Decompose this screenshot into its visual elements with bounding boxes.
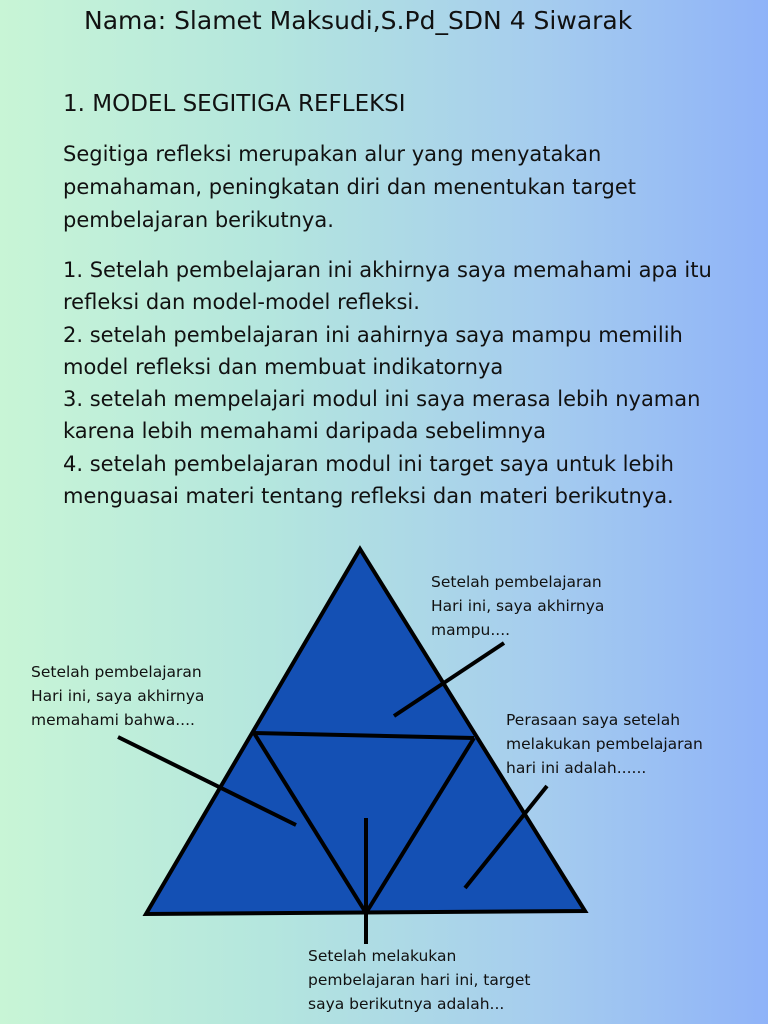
label-bottom — [308, 944, 530, 1016]
label-right — [506, 708, 703, 780]
label-bottom-line-1: Setelah melakukan — [308, 947, 457, 965]
intro-paragraph: Segitiga refleksi merupakan alur yang menyatakan pemahaman, peningkatan diri dan menentukan target pembelajaran berikutnya. — [63, 142, 636, 232]
reflection-point-3: 3. setelah mempelajari modul ini saya merasa lebih nyaman karena lebih memahami daripada sebelimnya — [63, 387, 701, 444]
reflection-point-2: 2. setelah pembelajaran ini aahirnya saya mampu memilih model refleksi dan membuat indikatornya — [63, 322, 683, 379]
reflection-point-1: 1. Setelah pembelajaran ini akhirnya saya memahami apa itu refleksi dan model-model refleksi. — [63, 258, 712, 315]
section-title: 1. MODEL SEGITIGA REFLEKSI — [63, 91, 406, 117]
label-top-line-2: Hari ini, saya akhirnya — [431, 597, 605, 615]
label-left-line-3: memahami bahwa.... — [31, 711, 195, 729]
label-top-line-3: mampu.... — [431, 621, 511, 639]
label-left-line-1: Setelah pembelajaran — [31, 663, 202, 681]
label-top — [431, 570, 604, 642]
label-bottom-line-3: saya berikutnya adalah... — [308, 995, 505, 1013]
label-top-line-1: Setelah pembelajaran — [431, 573, 602, 591]
label-right-line-2: melakukan pembelajaran — [506, 735, 703, 753]
label-left-line-2: Hari ini, saya akhirnya — [31, 687, 205, 705]
reflection-point-4: 4. setelah pembelajaran modul ini target saya untuk lebih menguasai materi tentang refleksi dan materi berikutnya. — [63, 451, 674, 509]
label-bottom-line-2: pembelajaran hari ini, target — [308, 971, 531, 989]
author-name-line: Nama: Slamet Maksudi,S.Pd_SDN 4 Siwarak — [84, 6, 633, 35]
label-right-line-1: Perasaan saya setelah — [506, 711, 681, 729]
label-left — [31, 660, 204, 732]
label-right-line-3: hari ini adalah...... — [506, 759, 647, 777]
